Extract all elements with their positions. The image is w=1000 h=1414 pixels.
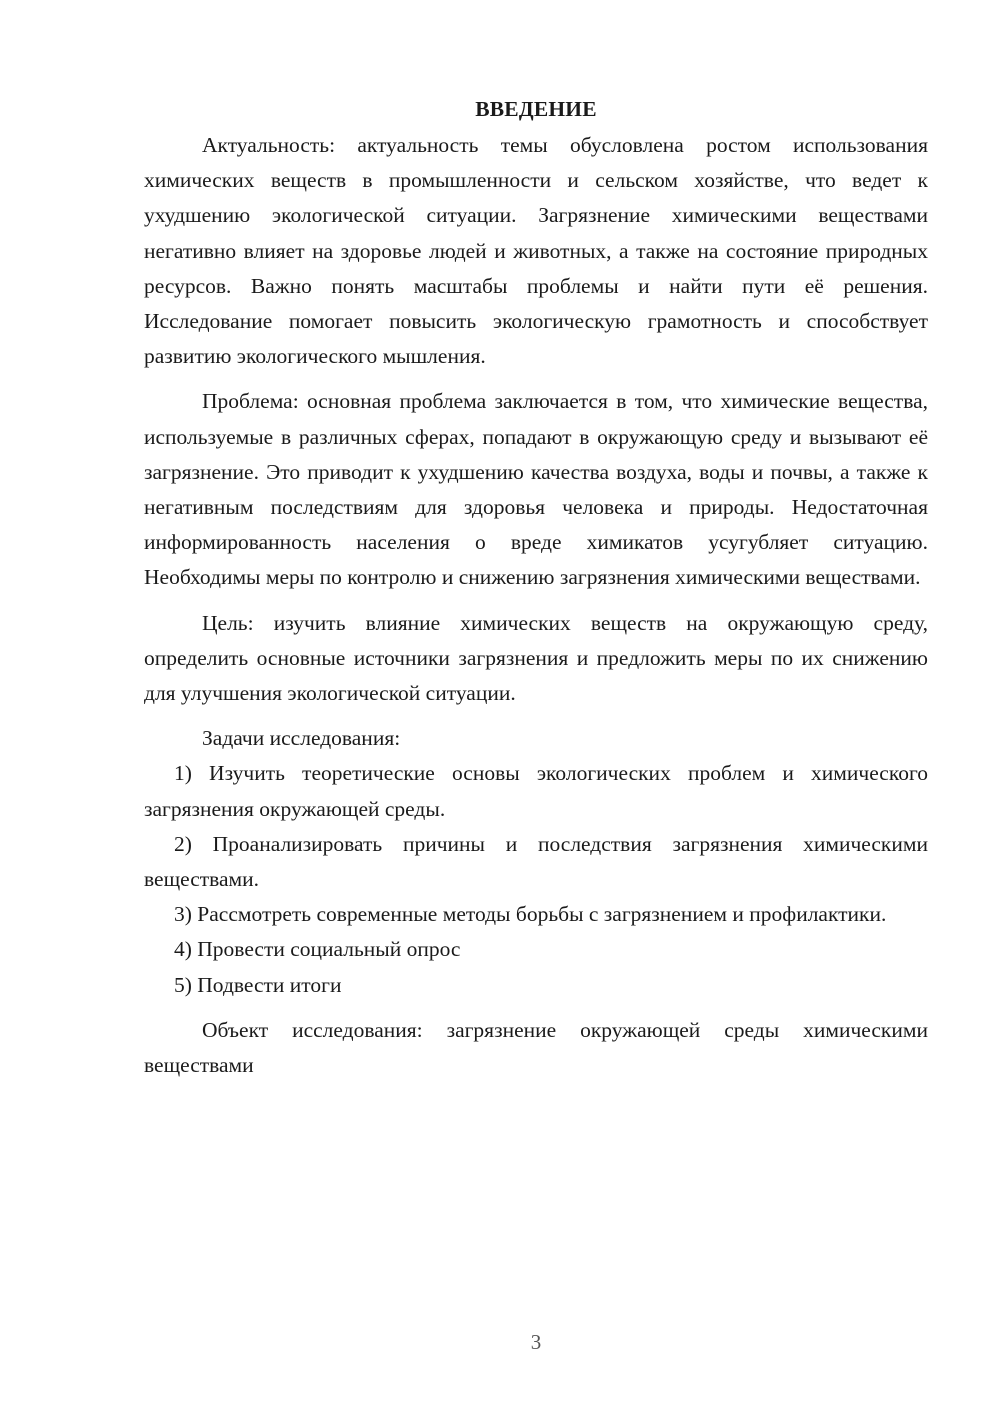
task-item-2: 2) Проанализировать причины и последствия загрязнения химическими веществами.	[144, 831, 928, 892]
task-item-3: 3) Рассмотреть современные методы борьбы с загрязнением и профилактики.	[174, 902, 887, 927]
page-title: ВВЕДЕНИЕ	[475, 97, 597, 121]
tasks-heading: Задачи исследования:	[202, 726, 401, 751]
relevance-paragraph: Актуальность: актуальность темы обусловлена ростом использования химических веществ в промышленности и сельском хозяйстве, что ведет к ухудшению экологической ситуации. Загрязнение химическими веществами негативно влияет на здоровье людей и животных, а также на состояние природных ресурсов. Важно понять масштабы проблемы и найти пути её решения. Исследование помогает повысить экологическую грамотность и способствует развитию экологического мышления.	[144, 133, 928, 369]
object-paragraph: Объект исследования: загрязнение окружающей среды химическими веществами	[144, 1017, 928, 1078]
task-item-1: 1) Изучить теоретические основы экологических проблем и химического загрязнения окружающей среды.	[144, 761, 928, 821]
page-number: 3	[530, 1330, 542, 1354]
problem-paragraph: Проблема: основная проблема заключается в том, что химические вещества, используемые в различных сферах, попадают в окружающую среду и вызывают её загрязнение. Это приводит к ухудшению качества воздуха, воды и почвы, а также к негативным последствиям для здоровья человека и природы. Недостаточная информированность населения о вреде химикатов усугубляет ситуацию. Необходимы меры по контролю и снижению загрязнения химическими веществами.	[144, 389, 928, 590]
task-item-5: 5) Подвести итоги	[174, 972, 342, 997]
task-item-4: 4) Провести социальный опрос	[174, 937, 461, 962]
document-page	[144, 92, 928, 1083]
goal-paragraph: Цель: изучить влияние химических веществ на окружающую среду, определить основные источники загрязнения и предложить меры по их снижению для улучшения экологической ситуации.	[144, 610, 928, 706]
